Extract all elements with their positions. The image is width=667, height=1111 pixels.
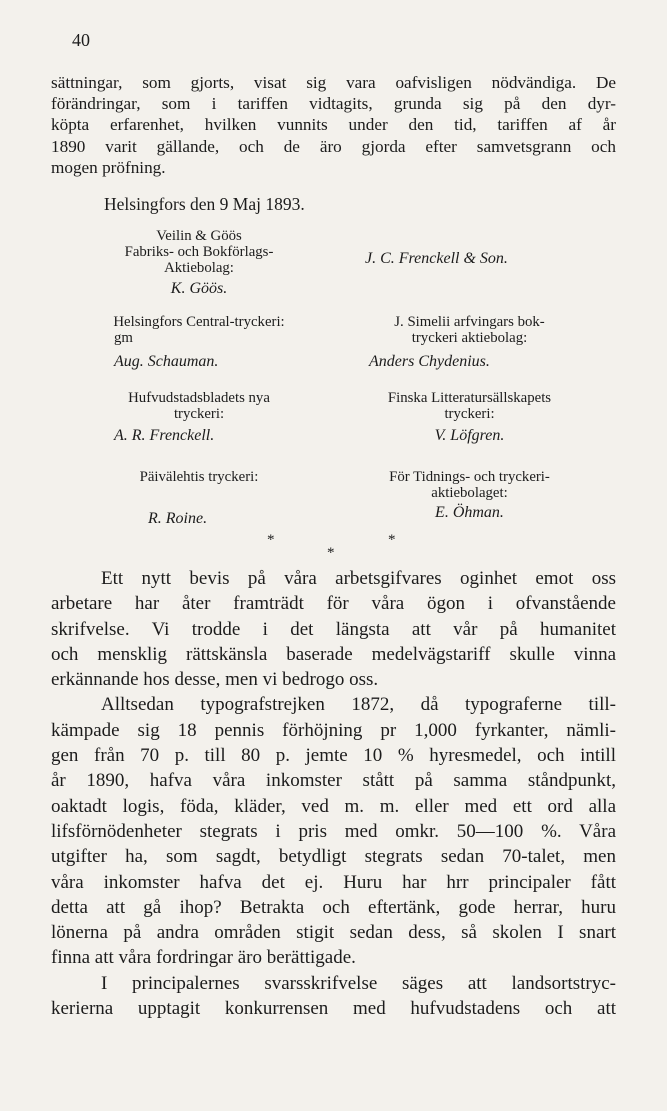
text-line: finna att våra fordringar äro berättigade. (51, 947, 356, 969)
text-line: våra inkomster hafva det ej. Huru har hrr principaler fått (51, 871, 616, 893)
text-line: år 1890, hafva våra inkomster stått på samma ståndpunkt, (51, 770, 616, 792)
separator-star: * (267, 532, 275, 548)
separator-star: * (388, 532, 396, 548)
text-line: sättningar, som gjorts, visat sig vara oafvisligen nödvändiga. De (51, 73, 616, 92)
text-line: erkännande hos desse, men vi bedrogo oss. (51, 669, 379, 691)
text-line: 1890 varit gällande, och de äro gjorda efter samvetsgrann och (51, 136, 616, 156)
signature-block (104, 390, 294, 444)
signatory-name: E. Öhman. (435, 504, 504, 521)
signatory-name: K. Göös. (170, 280, 228, 297)
signatory-org: gm (114, 330, 133, 346)
text-line: lönerna på andra områden stigit sedan dess, så skolen I snart (51, 922, 616, 944)
text-line: skrifvelse. Vi trodde i det längsta att vår på humanitet (51, 618, 616, 640)
text-line: mogen pröfning. (51, 157, 166, 177)
page-number: 40 (72, 30, 90, 50)
body-text (51, 566, 616, 1021)
text-line: köpta erfarenhet, hvilken vunnits under den tid, tariffen af år (51, 115, 616, 135)
signatory-name: A. R. Frenckell. (114, 427, 215, 444)
signatory-org: Hufvudstadsbladets nya (128, 390, 270, 406)
text-line: gen från 70 p. till 80 p. jemte 10 % hyresmedel, och intill (51, 745, 616, 767)
text-line: lifsförnödenheter stegrats i pris med omkr. 50—100 %. Våra (51, 820, 616, 842)
signatory-name: Anders Chydenius. (369, 353, 490, 370)
text-line: arbetare har åter framträdt för våra ögon i ofvanstående (51, 593, 616, 615)
signature-block (104, 228, 294, 297)
text-line: förändringar, som i tariffen vidtagits, grunda sig på den dyr- (51, 94, 616, 114)
intro-paragraph (51, 72, 616, 178)
signatory-org: tryckeri: (444, 406, 495, 422)
signature-block (357, 390, 582, 444)
signatory-org: Finska Litteratursällskapets (387, 390, 552, 406)
signature-block (357, 251, 582, 267)
signature-block (104, 314, 294, 370)
signatory-org: Helsingfors Central-tryckeri: (113, 314, 285, 330)
dateline: Helsingfors den 9 Maj 1893. (104, 194, 305, 214)
separator-star: * (327, 545, 335, 561)
signatory-org: Fabriks- och Bokförlags- (124, 244, 274, 260)
signature-block (357, 314, 582, 370)
text-line: Ett nytt bevis på våra arbetsgifvares oginhet emot oss (101, 568, 616, 589)
signatory-org: Päivälehtis tryckeri: (139, 469, 259, 485)
signatory-org: aktiebolaget: (431, 485, 508, 501)
signatory-org: tryckeri: (173, 406, 225, 422)
text-line: kämpade sig 18 pennis förhöjning pr 1,000 fyrkanter, nämli- (51, 719, 616, 741)
signature-block (104, 469, 294, 527)
text-line: utgifter ha, som sagdt, betydligt stegrats sedan 70-talet, men (51, 846, 616, 868)
text-line: och mensklig rättskänsla baserade medelvägstariff skulle vinna (51, 643, 616, 665)
text-line: I principalernes svarsskrifvelse säges att landsortstryc- (101, 972, 616, 994)
signature-block (357, 469, 582, 521)
signatory-name: R. Roine. (148, 510, 208, 527)
signatory-org: Aktiebolag: (164, 260, 234, 276)
text-line: kerierna upptagit konkurrensen med hufvudstadens och att (51, 998, 616, 1020)
text-line: oaktadt logis, föda, kläder, ved m. m. eller med ett ord alla (51, 795, 616, 817)
signatory-org: tryckeri aktiebolag: (411, 330, 528, 346)
signatory-org: Veilin & Göös (156, 228, 242, 244)
signatory-name: Aug. Schauman. (114, 353, 219, 370)
text-line: Alltsedan typografstrejken 1872, då typograferne till- (101, 694, 616, 716)
signatory-name: V. Löfgren. (434, 427, 505, 444)
signatory-org: J. Simelii arfvingars bok- (394, 314, 545, 330)
signatory-org: För Tidnings- och tryckeri- (389, 469, 550, 485)
signatory-name: J. C. Frenckell & Son. (365, 250, 508, 267)
text-line: detta att gå ihop? Betrakta och eftertänk, gode herrar, huru (51, 896, 616, 918)
